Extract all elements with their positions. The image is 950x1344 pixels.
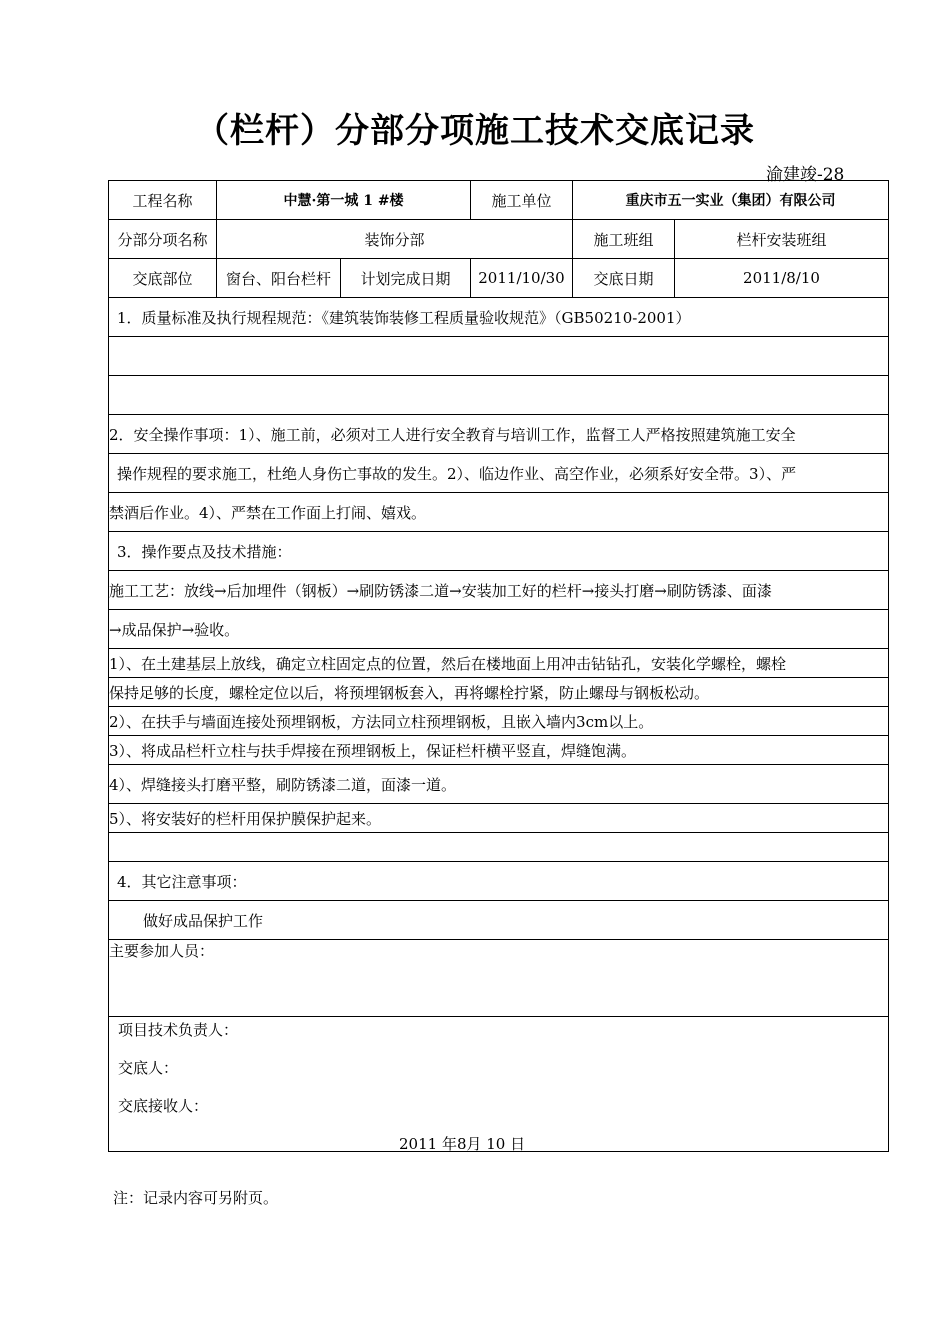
tech-lead-label: 项目技术负责人： bbox=[118, 1021, 239, 1039]
blank-row bbox=[109, 833, 889, 862]
plan-date-label: 计划完成日期 bbox=[341, 259, 471, 298]
step-5: 5）、将安装好的栏杆用保护膜保护起来。 bbox=[109, 804, 889, 833]
other-notes-content: 做好成品保护工作 bbox=[109, 901, 889, 940]
participants-label: 主要参加人员： bbox=[109, 942, 215, 960]
subitem-label: 分部分项名称 bbox=[109, 220, 217, 259]
blank-row bbox=[109, 376, 889, 415]
signature-cell bbox=[109, 1017, 889, 1152]
safety-line-1: 2．安全操作事项：1）、施工前，必须对工人进行安全教育与培训工作，监督工人严格按照建筑施工安全 bbox=[109, 415, 889, 454]
handover-date-label: 交底日期 bbox=[573, 259, 675, 298]
unit-label: 施工单位 bbox=[471, 181, 573, 220]
plan-date-value: 2011/10/30 bbox=[471, 259, 573, 298]
step-3: 3）、将成品栏杆立柱与扶手焊接在预埋钢板上，保证栏杆横平竖直，焊缝饱满。 bbox=[109, 736, 889, 765]
team-label: 施工班组 bbox=[573, 220, 675, 259]
subitem-value: 装饰分部 bbox=[217, 220, 573, 259]
safety-line-3: 禁酒后作业。4）、严禁在工作面上打闹、嬉戏。 bbox=[109, 493, 889, 532]
safety-line-2: 操作规程的要求施工，杜绝人身伤亡事故的发生。2）、临边作业、高空作业，必须系好安全带。3）、严 bbox=[109, 454, 889, 493]
handover-person-label: 交底人： bbox=[118, 1059, 179, 1077]
section-operation-heading: 3．操作要点及技术措施： bbox=[109, 532, 889, 571]
step-4: 4）、焊缝接头打磨平整，刷防锈漆二道，面漆一道。 bbox=[109, 765, 889, 804]
step-1-line-1: 1）、在土建基层上放线，确定立柱固定点的位置，然后在楼地面上用冲击钻钻孔，安装化学螺栓，螺栓 bbox=[109, 649, 889, 678]
unit-value: 重庆市五一实业（集团）有限公司 bbox=[573, 181, 889, 220]
part-label: 交底部位 bbox=[109, 259, 217, 298]
record-table bbox=[108, 180, 889, 1152]
project-name-label: 工程名称 bbox=[109, 181, 217, 220]
receiver-label: 交底接收人： bbox=[118, 1097, 209, 1115]
part-value: 窗台、阳台栏杆 bbox=[217, 259, 341, 298]
step-1-line-2: 保持足够的长度，螺栓定位以后，将预埋钢板套入，再将螺栓拧紧，防止螺母与钢板松动。 bbox=[109, 678, 889, 707]
section-quality-standards: 1．质量标准及执行规程规范：《建筑装饰装修工程质量验收规范》（GB50210-2001） bbox=[109, 298, 889, 337]
document-code: 渝建竣-28 bbox=[766, 165, 845, 185]
process-line-2: →成品保护→验收。 bbox=[109, 610, 889, 649]
signature-date: 2011 年8月 10 日 bbox=[399, 1135, 526, 1152]
document-title: （栏杆）分部分项施工技术交底记录 bbox=[195, 111, 755, 151]
handover-date-value: 2011/8/10 bbox=[675, 259, 889, 298]
section-other-notes-heading: 4．其它注意事项： bbox=[109, 862, 889, 901]
step-2: 2）、在扶手与墙面连接处预埋钢板，方法同立柱预埋钢板，且嵌入墙内3cm以上。 bbox=[109, 707, 889, 736]
project-name-value: 中慧·第一城 1 #楼 bbox=[217, 181, 471, 220]
footnote: 注：记录内容可另附页。 bbox=[113, 1189, 279, 1207]
team-value: 栏杆安装班组 bbox=[675, 220, 889, 259]
process-line-1: 施工工艺：放线→后加埋件（钢板）→刷防锈漆二道→安装加工好的栏杆→接头打磨→刷防锈漆、面漆 bbox=[109, 571, 889, 610]
participants-cell bbox=[109, 940, 889, 1017]
blank-row bbox=[109, 337, 889, 376]
